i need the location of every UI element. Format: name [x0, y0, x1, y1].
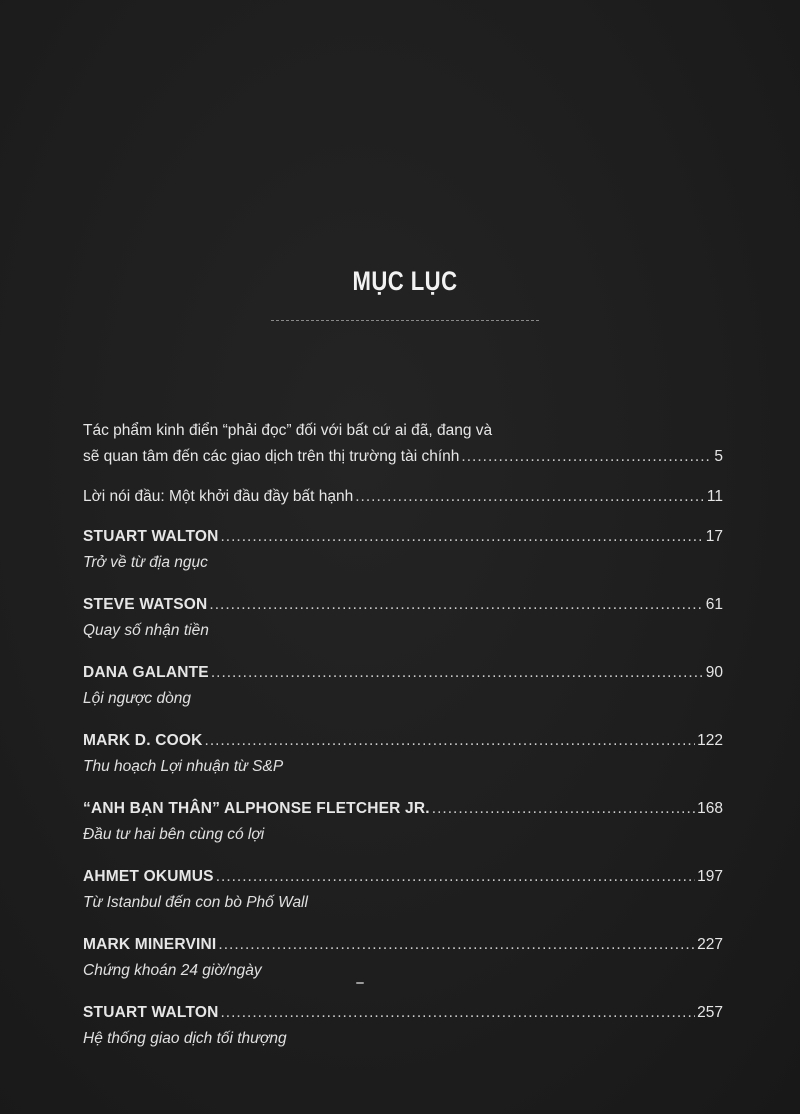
page-number: 257 — [697, 1004, 723, 1021]
page-number: 197 — [697, 868, 723, 885]
chapter-author: STEVE WATSON — [83, 596, 208, 613]
chapter-subtitle: Từ Istanbul đến con bò Phố Wall — [83, 894, 308, 911]
dot-leader — [221, 1000, 696, 1026]
chapter-subtitle: Quay số nhận tiền — [83, 622, 209, 639]
toc-entry-foreword[interactable] — [83, 484, 723, 510]
dot-leader — [209, 592, 703, 618]
chapter-author: MARK D. COOK — [83, 732, 203, 749]
chapter-subtitle: Lội ngược dòng — [83, 690, 191, 707]
toc-entry-chapter[interactable] — [83, 932, 723, 984]
page-number: 5 — [714, 448, 723, 465]
chapter-subtitle: Thu hoạch Lợi nhuận từ S&P — [83, 758, 284, 775]
chapter-author: AHMET OKUMUS — [83, 868, 214, 885]
dot-leader — [205, 728, 696, 754]
dot-leader — [216, 864, 695, 890]
dot-leader — [355, 484, 705, 510]
toc-entry-chapter[interactable] — [83, 796, 723, 848]
intro-line-1: Tác phẩm kinh điển “phải đọc” đối với bất cứ ai đã, đang và — [83, 422, 493, 439]
chapter-author: STUART WALTON — [83, 528, 219, 545]
dot-leader — [221, 524, 704, 550]
toc-title: MỤC LỤC — [352, 266, 458, 296]
chapter-subtitle: Hệ thống giao dịch tối thượng — [83, 1030, 287, 1047]
toc-entry-chapter[interactable] — [83, 864, 723, 916]
toc-entry-chapter[interactable] — [83, 524, 723, 576]
page-number: 227 — [697, 936, 723, 953]
chapter-subtitle: Trở về từ địa ngục — [83, 554, 208, 571]
toc-entry-chapter[interactable] — [83, 592, 723, 644]
toc-entry-chapter[interactable] — [83, 1000, 723, 1052]
page-number: 90 — [705, 664, 723, 681]
toc-entries — [83, 418, 723, 1068]
page-number: 168 — [697, 800, 723, 817]
toc-entry-chapter[interactable] — [83, 660, 723, 712]
toc-entry-intro[interactable] — [83, 418, 723, 470]
chapter-subtitle: Chứng khoán 24 giờ/ngày — [83, 962, 262, 979]
dot-leader — [211, 660, 704, 686]
scan-speck — [356, 982, 364, 984]
page-number: 61 — [705, 596, 723, 613]
toc-entry-chapter[interactable] — [83, 728, 723, 780]
dot-leader — [461, 444, 712, 470]
foreword-label: Lời nói đầu: Một khởi đầu đầy bất hạnh — [83, 488, 354, 505]
page-number: 122 — [697, 732, 723, 749]
chapter-author: “ANH BẠN THÂN” ALPHONSE FLETCHER JR. — [83, 800, 430, 817]
dot-leader — [432, 796, 695, 822]
dot-leader — [218, 932, 695, 958]
page-number: 17 — [705, 528, 723, 545]
chapter-author: MARK MINERVINI — [83, 936, 217, 953]
chapter-author: DANA GALANTE — [83, 664, 209, 681]
intro-line-2: sẽ quan tâm đến các giao dịch trên thị trường tài chính — [83, 448, 460, 465]
chapter-subtitle: Đầu tư hai bên cùng có lợi — [83, 826, 265, 843]
chapter-author: STUART WALTON — [83, 1004, 219, 1021]
title-divider — [271, 320, 539, 321]
page-number: 11 — [706, 488, 723, 505]
